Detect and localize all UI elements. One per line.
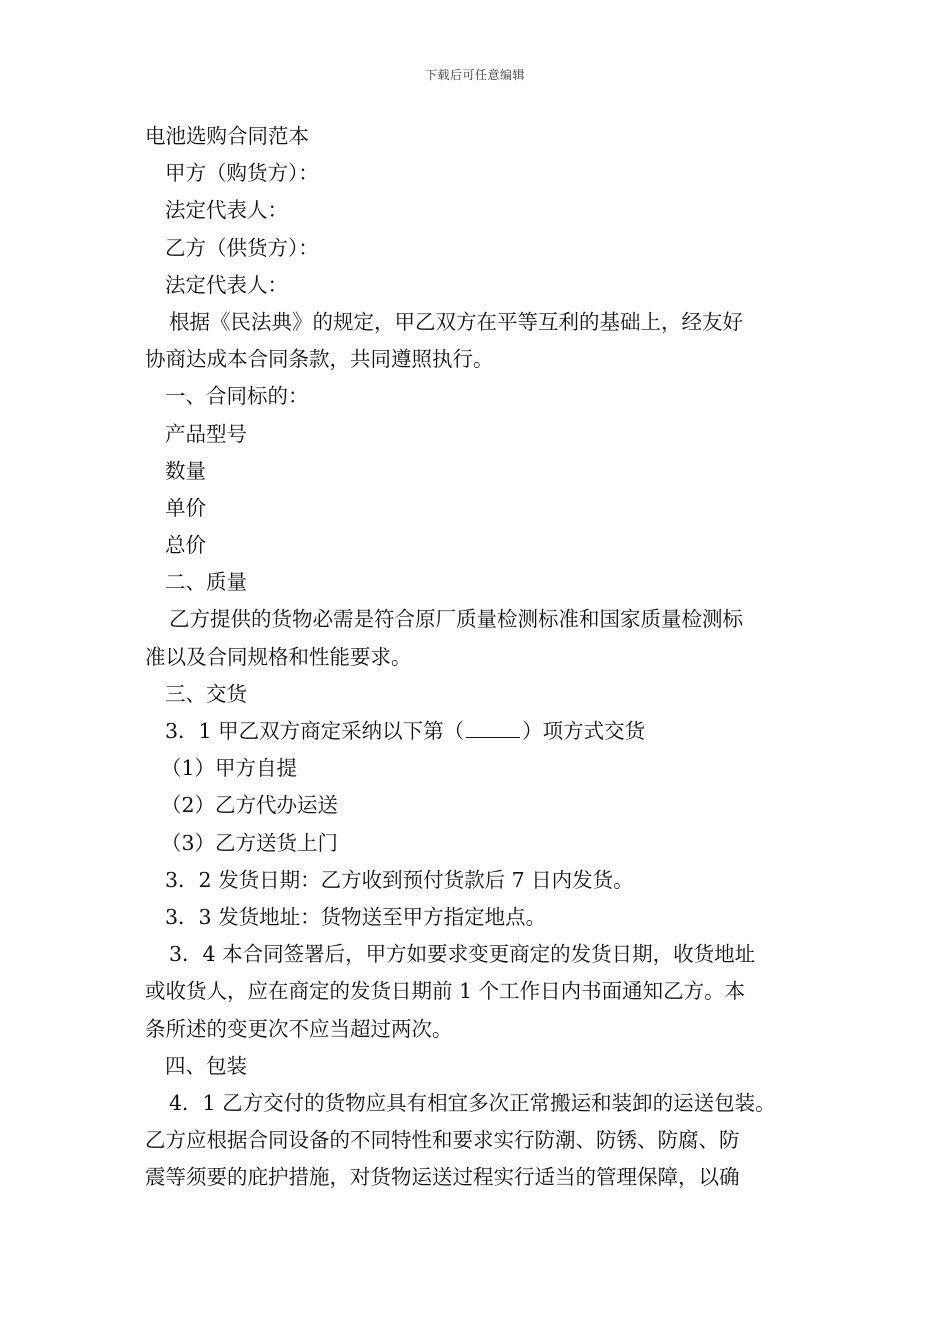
section-2-line-1: 乙方提供的货物必需是符合原厂质量检测标准和国家质量检测标 <box>169 607 743 632</box>
party-b-line: 乙方（供货方）： <box>165 235 319 260</box>
section-2-heading: 二、质量 <box>165 570 247 595</box>
clause-3-2-line: 3．2 发货日期：乙方收到预付货款后 7 日内发货。 <box>165 867 634 892</box>
section-1-item-quantity: 数量 <box>165 458 206 483</box>
clause-3-1-line <box>145 713 815 750</box>
clause-4-1-line-2: 乙方应根据合同设备的不同特性和要求实行防潮、防锈、防腐、防 <box>145 1128 740 1153</box>
contract-body <box>145 118 815 1196</box>
section-1-heading: 一、合同标的： <box>165 384 309 409</box>
clause-3-4-line-3: 条所述的变更次不应当超过两次。 <box>145 1016 453 1041</box>
section-1-item-model: 产品型号 <box>165 421 247 446</box>
clause-3-1-text-before: 3．1 甲乙双方商定采纳以下第（ <box>165 719 465 743</box>
section-1-item-total-price: 总价 <box>165 533 206 558</box>
section-3-heading: 三、交货 <box>165 681 247 706</box>
delivery-option-2: （2）乙方代办运送 <box>161 793 339 818</box>
party-b-representative-line: 法定代表人： <box>165 272 288 297</box>
clause-4-1-line-3: 震等须要的庇护措施，对货物运送过程实行适当的管理保障，以确 <box>145 1165 740 1190</box>
section-1-item-unit-price: 单价 <box>165 495 206 520</box>
header-note: 下载后可任意编辑 <box>424 68 525 82</box>
section-4-heading: 四、包装 <box>165 1053 247 1078</box>
delivery-option-3: （3）乙方送货上门 <box>161 830 339 855</box>
party-a-line: 甲方（购货方）： <box>165 161 319 186</box>
intro-paragraph-line-2: 协商达成本合同条款，共同遵照执行。 <box>145 347 494 372</box>
clause-3-4-line-2: 或收货人，应在商定的发货日期前 1 个工作日内书面通知乙方。本 <box>145 979 746 1004</box>
party-a-representative-line: 法定代表人： <box>165 198 288 223</box>
contract-title: 电池选购合同范本 <box>145 124 309 148</box>
clause-4-1-line-1: 4．1 乙方交付的货物应具有相宜多次正常搬运和装卸的运送包装。 <box>169 1090 776 1115</box>
delivery-option-1: （1）甲方自提 <box>161 756 298 781</box>
intro-paragraph-line-1: 根据《民法典》的规定，甲乙双方在平等互利的基础上，经友好 <box>169 309 743 334</box>
clause-3-1-text-after: ）项方式交货 <box>522 719 646 743</box>
clause-3-4-line-1: 3．4 本合同签署后，甲方如要求变更商定的发货日期，收货地址 <box>169 942 756 967</box>
section-2-line-2: 准以及合同规格和性能要求。 <box>145 644 412 669</box>
delivery-option-blank <box>466 719 520 738</box>
clause-3-3-line: 3．3 发货地址：货物送至甲方指定地点。 <box>165 904 547 929</box>
